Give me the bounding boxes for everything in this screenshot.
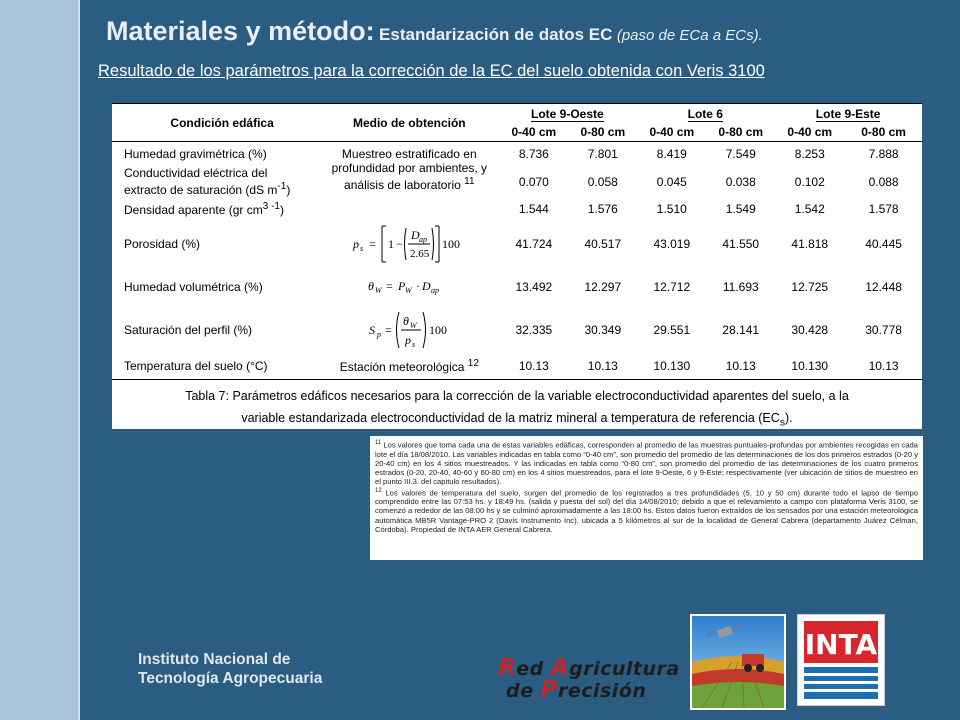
row-label-text: extracto de saturación (dS m bbox=[124, 183, 278, 197]
row-label: Porosidad (%) bbox=[124, 236, 201, 251]
footnote-11 bbox=[375, 439, 918, 487]
footnotes-panel bbox=[370, 436, 923, 560]
caption-text: variable estandarizada electroconductividad de la matriz mineral a temperatura de referencia (EC bbox=[241, 411, 780, 425]
cell: 1.542 bbox=[794, 201, 825, 216]
footnote-ref: 12 bbox=[467, 358, 479, 370]
header-depth: 0-40 cm bbox=[511, 125, 557, 140]
cell: 7.801 bbox=[587, 146, 618, 161]
svg-text:−: − bbox=[396, 236, 404, 251]
left-band-edge bbox=[78, 0, 80, 720]
svg-text:W: W bbox=[405, 285, 412, 295]
slide-subtitle: Resultado de los parámetros para la corrección de la EC del suelo obtenida con Veris 3100 bbox=[98, 62, 765, 80]
medio-text: Estación meteorológica bbox=[339, 360, 465, 375]
title-paren: (paso de ECa a ECs). bbox=[616, 27, 763, 44]
medio-line: Muestreo estratificado en bbox=[341, 147, 477, 162]
svg-text:S: S bbox=[369, 322, 376, 337]
cell: 1.576 bbox=[587, 201, 618, 216]
table-panel bbox=[112, 103, 922, 429]
svg-text:100: 100 bbox=[442, 236, 461, 251]
logo-text: recisión bbox=[557, 680, 647, 702]
cell: 1.510 bbox=[656, 201, 687, 216]
field-satellite-image-icon bbox=[692, 616, 784, 708]
table-row bbox=[112, 166, 922, 198]
row-label: Humedad volumétrica (%) bbox=[124, 279, 263, 294]
medio-laboratorio bbox=[320, 142, 498, 198]
svg-text:=: = bbox=[369, 236, 377, 251]
lote-label: Lote 9-Este bbox=[815, 106, 881, 121]
cell: 43.019 bbox=[653, 236, 691, 251]
cell: 41.550 bbox=[722, 236, 760, 251]
header-lote-6 bbox=[636, 104, 774, 124]
row-label-line: Conductividad eléctrica del bbox=[124, 166, 268, 180]
cell: 10.130 bbox=[653, 359, 691, 374]
cell: 41.818 bbox=[791, 236, 829, 251]
caption-end: ). bbox=[785, 411, 793, 425]
row-label: Humedad gravimétrica (%) bbox=[124, 146, 267, 161]
cell: 0.088 bbox=[868, 174, 899, 189]
inta-logo bbox=[797, 614, 885, 706]
cell: 10.13 bbox=[518, 359, 549, 374]
svg-text:·: · bbox=[416, 278, 421, 293]
table-row bbox=[112, 198, 922, 220]
table-row bbox=[112, 220, 922, 268]
footnote-12 bbox=[375, 487, 918, 535]
cell: 28.141 bbox=[722, 322, 760, 337]
footnote-number: 12 bbox=[375, 487, 382, 494]
logo-line bbox=[498, 655, 688, 681]
title-main: Materiales y método: bbox=[106, 16, 375, 46]
svg-text:s: s bbox=[412, 339, 416, 349]
header-lote-9-oeste bbox=[498, 104, 636, 124]
table-row bbox=[112, 306, 922, 354]
row-label-sup: -1 bbox=[277, 181, 287, 192]
caption-line bbox=[112, 407, 922, 435]
header-condicion: Condición edáfica bbox=[170, 115, 274, 130]
row-label-text: ) bbox=[286, 183, 291, 197]
svg-text:θ: θ bbox=[403, 313, 410, 328]
cell: 1.549 bbox=[725, 201, 756, 216]
slide-title bbox=[106, 16, 763, 47]
medio-estacion bbox=[320, 354, 498, 380]
svg-text:2.65: 2.65 bbox=[410, 247, 430, 260]
header-lote-9-este bbox=[774, 104, 922, 124]
formula-saturacion bbox=[320, 306, 498, 354]
logo-text: gricultura bbox=[569, 658, 680, 680]
row-label bbox=[112, 166, 320, 198]
svg-text:=: = bbox=[386, 278, 394, 293]
footnotes-text bbox=[370, 436, 923, 537]
cell: 0.058 bbox=[587, 174, 618, 189]
svg-text:p: p bbox=[353, 236, 360, 251]
logo-letter: A bbox=[550, 655, 570, 681]
table-row bbox=[112, 354, 922, 380]
row-label: Saturación del perfil (%) bbox=[124, 322, 253, 337]
lote-label: Lote 9-Oeste bbox=[531, 106, 604, 121]
header-depth: 0-40 cm bbox=[787, 125, 833, 140]
medio-line: profundidad por ambientes, y bbox=[331, 161, 488, 176]
table-caption bbox=[112, 385, 922, 435]
logo-text: de bbox=[506, 680, 541, 702]
medio-line-text: análisis de laboratorio bbox=[344, 178, 461, 193]
logo-text: ed bbox=[516, 658, 551, 680]
header-depth: 0-40 cm bbox=[649, 125, 695, 140]
institution-line: Instituto Nacional de bbox=[138, 651, 291, 668]
row-label-line bbox=[124, 180, 320, 197]
cell: 12.448 bbox=[865, 279, 902, 294]
row-label: Temperatura del suelo (°C) bbox=[124, 359, 268, 374]
cell: 0.102 bbox=[794, 174, 825, 189]
saturation-formula-icon bbox=[359, 308, 459, 352]
cell: 40.445 bbox=[865, 236, 902, 251]
svg-text:ap: ap bbox=[419, 234, 428, 244]
svg-text:P: P bbox=[398, 278, 406, 293]
cell: 40.517 bbox=[584, 236, 622, 251]
cell: 8.253 bbox=[794, 146, 825, 161]
cell: 1.544 bbox=[518, 201, 549, 216]
footnote-body: Los valores de temperatura del suelo, surgen del promedio de los registrados a tres profundidades (5, 10 y 50 cm) durante todo el lapso de tiempo comprendido entre las 07:53 hs. y 18:49 hs. (salida y puesta del sol) del día 14/08/2010; debido a que el relevamiento a campo con plataforma Veris 3100, se comenzó a rededor de las 08:00 hs y se culminó aproximadamente a las 18:00 hs. Estos datos fueron extraídos de los sensados por una estación meteorológica automática MB5R Vantage-PRO 2 (Davis Instrumento Inc). ubicada a 5 kilómetros al sur de la localidad de General Cabrera (departamento Juárez Célman, Córdoba). Propiedad de INTA AER General Cabrera. bbox=[375, 488, 918, 534]
header-depth: 0-80 cm bbox=[861, 125, 906, 140]
caption-line: Tabla 7: Parámetros edáficos necesarios para la corrección de la variable electroconductividad aparentes del suelo, a la bbox=[185, 389, 849, 403]
cell: 12.725 bbox=[791, 279, 829, 294]
row-label-text: Densidad aparente (gr cm bbox=[124, 202, 263, 217]
row-label bbox=[112, 198, 320, 220]
svg-text:s: s bbox=[360, 243, 364, 253]
cell: 7.888 bbox=[868, 146, 899, 161]
svg-text:p: p bbox=[405, 332, 412, 347]
svg-text:100: 100 bbox=[429, 322, 448, 337]
footnote-ref: 11 bbox=[464, 176, 475, 188]
row-label-sup: 3 -1 bbox=[262, 200, 280, 212]
medio-empty bbox=[320, 198, 498, 220]
cell: 10.130 bbox=[791, 359, 829, 374]
cell: 10.13 bbox=[868, 359, 899, 374]
caption-sub: s bbox=[779, 417, 786, 429]
cell: 8.736 bbox=[518, 146, 549, 161]
logo-letter: R bbox=[498, 655, 517, 681]
cell: 32.335 bbox=[515, 322, 553, 337]
svg-text:=: = bbox=[385, 322, 393, 337]
inta-logo-text: INTA bbox=[804, 628, 878, 661]
row-label-text: ) bbox=[279, 202, 284, 217]
cell: 10.13 bbox=[725, 359, 756, 374]
logo-letter: P bbox=[540, 677, 558, 703]
cell: 0.038 bbox=[725, 174, 756, 189]
cell: 1.578 bbox=[868, 201, 899, 216]
institution-line: Tecnología Agropecuaria bbox=[138, 670, 323, 687]
footnote-body: Los valores que toma cada una de estas variables edáficas, corresponden al promedio de las muestras puntuales-profundas por ambientes recogidas en cada lote el día 18/08/2010. Las variables indicadas en tabla como “0-40 cm”, son promedio del promedio de las determinaciones de los dos primeros estrados (0-20 y 20-40 cm) en los 4 sitios muestreados. Y las indicadas en tabla como “0-80 cm”, son promedio del promedio de las determinaciones de los cuatro primeros estrados (0-20, 20-40, 40-60 y 60-80 cm) en los 4 sitios muestreados, para el lote 9-Oeste, 6 y 9-Este; respectivamente (ver ubicación de sitios de muestreo en el punto III.3. del capitulo resultados). bbox=[375, 440, 918, 487]
cell: 30.428 bbox=[791, 322, 829, 337]
svg-text:ap: ap bbox=[431, 285, 440, 295]
lote-label: Lote 6 bbox=[687, 106, 723, 121]
cell: 30.349 bbox=[584, 322, 622, 337]
porosity-formula-icon bbox=[349, 222, 469, 266]
cell: 12.712 bbox=[653, 279, 691, 294]
cell: 12.297 bbox=[584, 279, 622, 294]
title-sub: Estandarización de datos EC bbox=[379, 25, 613, 44]
cell: 0.070 bbox=[518, 174, 549, 189]
parameters-table bbox=[112, 103, 922, 380]
svg-text:D: D bbox=[411, 227, 420, 242]
volumetric-humidity-formula-icon bbox=[354, 275, 464, 299]
header-depth: 0-80 cm bbox=[718, 125, 764, 140]
cell: 13.492 bbox=[515, 279, 553, 294]
table-row bbox=[112, 268, 922, 306]
svg-text:θ: θ bbox=[368, 278, 375, 293]
cell: 7.549 bbox=[725, 146, 756, 161]
svg-text:1: 1 bbox=[388, 236, 395, 251]
cell: 11.693 bbox=[722, 279, 759, 294]
cell: 10.13 bbox=[587, 359, 618, 374]
red-agricultura-precision-logo bbox=[498, 655, 688, 706]
inta-logo-icon bbox=[798, 615, 884, 705]
table-row bbox=[112, 142, 922, 166]
svg-text:W: W bbox=[375, 285, 382, 295]
cell: 8.419 bbox=[656, 146, 687, 161]
logo-line bbox=[498, 677, 688, 703]
svg-text:D: D bbox=[422, 278, 431, 293]
medio-line bbox=[320, 175, 498, 192]
header-medio: Medio de obtención bbox=[352, 115, 466, 130]
footnote-number: 11 bbox=[375, 440, 382, 446]
formula-humedad-volumetrica bbox=[320, 268, 498, 306]
svg-text:p: p bbox=[377, 329, 382, 339]
institution-name bbox=[138, 650, 322, 688]
precision-agriculture-photo bbox=[690, 614, 786, 710]
cell: 29.551 bbox=[653, 322, 691, 337]
left-decorative-band bbox=[0, 0, 78, 720]
formula-porosidad bbox=[320, 220, 498, 268]
cell: 41.724 bbox=[515, 236, 553, 251]
cell: 0.045 bbox=[656, 174, 687, 189]
cell: 30.778 bbox=[865, 322, 902, 337]
svg-text:W: W bbox=[410, 320, 417, 330]
header-depth: 0-80 cm bbox=[580, 125, 626, 140]
